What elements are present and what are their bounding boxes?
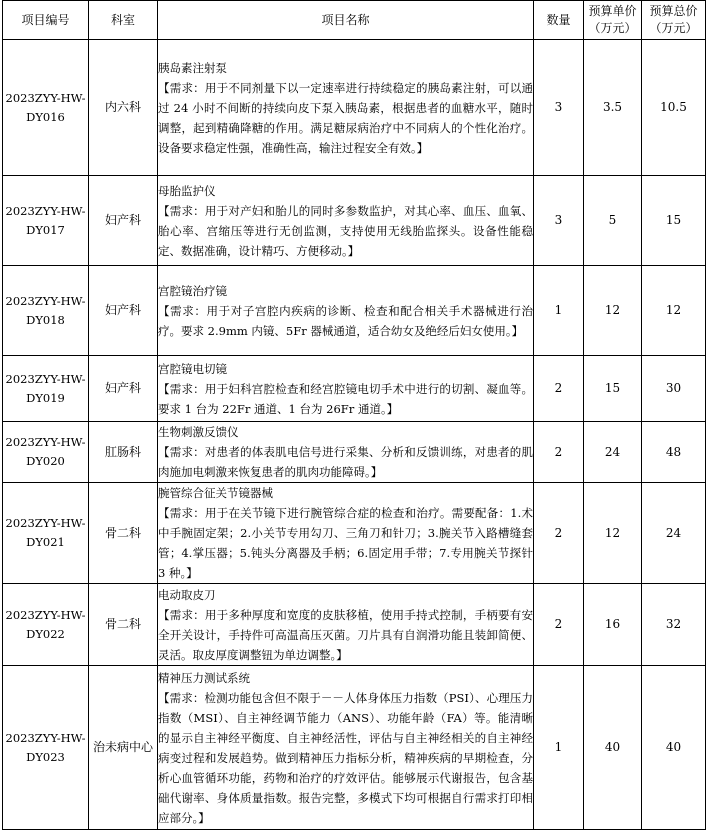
project-description	[158, 40, 534, 176]
project-code: 2023ZYY-HW-DY020	[3, 422, 89, 483]
project-description	[158, 266, 534, 356]
quantity: 1	[534, 666, 584, 830]
project-code: 2023ZYY-HW-DY021	[3, 483, 89, 584]
table-row	[3, 666, 706, 830]
quantity: 1	[534, 266, 584, 356]
project-description	[158, 422, 534, 483]
project-code: 2023ZYY-HW-DY016	[3, 40, 89, 176]
procurement-table	[2, 0, 706, 830]
unit-price: 3.5	[584, 40, 642, 176]
total-price: 24	[642, 483, 706, 584]
project-description	[158, 356, 534, 422]
table-row	[3, 176, 706, 266]
table-row	[3, 422, 706, 483]
total-price: 12	[642, 266, 706, 356]
project-code: 2023ZYY-HW-DY023	[3, 666, 89, 830]
project-description	[158, 666, 534, 830]
department: 内六科	[89, 40, 158, 176]
project-requirement: 【需求：用于在关节镜下进行腕管综合症的检查和治疗。需要配备：1.术中手腕固定架；2.小关节专用勾刀、三角刀和针刀；3.腕关节入路槽缝套管；4.掌压器；5.钝头分离器及手柄；6.固定用手带；7.专用腕关节探针 3 种。】	[158, 506, 533, 580]
department: 肛肠科	[89, 422, 158, 483]
total-price: 40	[642, 666, 706, 830]
unit-price: 5	[584, 176, 642, 266]
quantity: 2	[534, 422, 584, 483]
project-name: 精神压力测试系统	[158, 670, 250, 685]
project-name: 胰岛素注射泵	[158, 60, 227, 75]
project-name: 电动取皮刀	[158, 587, 216, 602]
project-code: 2023ZYY-HW-DY018	[3, 266, 89, 356]
quantity: 2	[534, 483, 584, 584]
quantity: 2	[534, 584, 584, 666]
header-total-price: 预算总价（万元）	[642, 1, 706, 40]
project-description	[158, 483, 534, 584]
total-price: 32	[642, 584, 706, 666]
project-requirement: 【需求：对患者的体表肌电信号进行采集、分析和反馈训练，对患者的肌肉施加电刺激来恢复患者的肌肉功能障碍。】	[158, 445, 533, 479]
unit-price: 12	[584, 483, 642, 584]
header-qty: 数量	[534, 1, 584, 40]
project-requirement: 【需求：用于多种厚度和宽度的皮肤移植，使用手持式控制，手柄要有安全开关设计，手持件可高温高压灭菌。刀片具有自润滑功能且装卸简便、灵活。取皮厚度调整钮为单边调整。】	[158, 607, 533, 662]
project-name: 母胎监护仪	[158, 183, 216, 198]
unit-price: 12	[584, 266, 642, 356]
department: 妇产科	[89, 176, 158, 266]
project-name: 生物刺激反馈仪	[158, 425, 239, 439]
table-row	[3, 40, 706, 176]
project-name: 宫腔镜电切镜	[158, 361, 227, 376]
project-requirement: 【需求：检测功能包含但不限于－－人体身体压力指数（PSI）、心理压力指数（MSI）、自主神经调节能力（ANS）、功能年龄（FA）等。能清晰的显示自主神经平衡度、自主神经活性，评估与自主神经相关的自主神经病变过程和发展趋势。做到精神压力指标分析，精神疾病的早期检查，分析心血管循环功能，药物和治疗的疗效评估。能够展示代谢报告，包含基础代谢率、身体质量指数。报告完整，多模式下均可根据自行需求打印相应部分。】	[158, 690, 533, 825]
table-row	[3, 356, 706, 422]
table-row	[3, 483, 706, 584]
project-description	[158, 584, 534, 666]
total-price: 15	[642, 176, 706, 266]
project-requirement: 【需求：用于不同剂量下以一定速率进行持续稳定的胰岛素注射，可以通过 24 小时不间断的持续向皮下泵入胰岛素，根据患者的血糖水平，随时调整，起到精确降糖的作用。满足糖尿病治疗中不同病人的个性化治疗。设备要求稳定性强，准确性高，输注过程安全有效。】	[158, 80, 533, 155]
project-code: 2023ZYY-HW-DY017	[3, 176, 89, 266]
unit-price: 15	[584, 356, 642, 422]
total-price: 10.5	[642, 40, 706, 176]
header-dept: 科室	[89, 1, 158, 40]
project-name: 腕管综合征关节镜器械	[158, 486, 273, 500]
total-price: 30	[642, 356, 706, 422]
table-row	[3, 266, 706, 356]
department: 骨二科	[89, 584, 158, 666]
department: 妇产科	[89, 266, 158, 356]
project-code: 2023ZYY-HW-DY022	[3, 584, 89, 666]
project-requirement: 【需求：用于妇科宫腔检查和经宫腔镜电切手术中进行的切割、凝血等。要求 1 台为 22Fr 通道、1 台为 26Fr 通道。】	[158, 381, 533, 416]
department: 骨二科	[89, 483, 158, 584]
header-row	[3, 1, 706, 40]
quantity: 3	[534, 40, 584, 176]
table-row	[3, 584, 706, 666]
project-name: 宫腔镜治疗镜	[158, 283, 227, 298]
header-name: 项目名称	[158, 1, 534, 40]
total-price: 48	[642, 422, 706, 483]
quantity: 2	[534, 356, 584, 422]
project-requirement: 【需求：用于对产妇和胎儿的同时多参数监护，对其心率、血压、血氧、胎心率、宫缩压等进行无创监测，支持使用无线胎监探头。设备性能稳定、数据准确，设计精巧、方便移动。】	[158, 203, 533, 258]
header-unit-price: 预算单价（万元）	[584, 1, 642, 40]
unit-price: 24	[584, 422, 642, 483]
department: 治未病中心	[89, 666, 158, 830]
project-description	[158, 176, 534, 266]
unit-price: 40	[584, 666, 642, 830]
project-code: 2023ZYY-HW-DY019	[3, 356, 89, 422]
header-code: 项目编号	[3, 1, 89, 40]
quantity: 3	[534, 176, 584, 266]
project-requirement: 【需求：用于对子宫腔内疾病的诊断、检查和配合相关手术器械进行治疗。要求 2.9mm 内镜、5Fr 器械通道，适合幼女及绝经后妇女使用。】	[158, 303, 533, 338]
unit-price: 16	[584, 584, 642, 666]
department: 妇产科	[89, 356, 158, 422]
